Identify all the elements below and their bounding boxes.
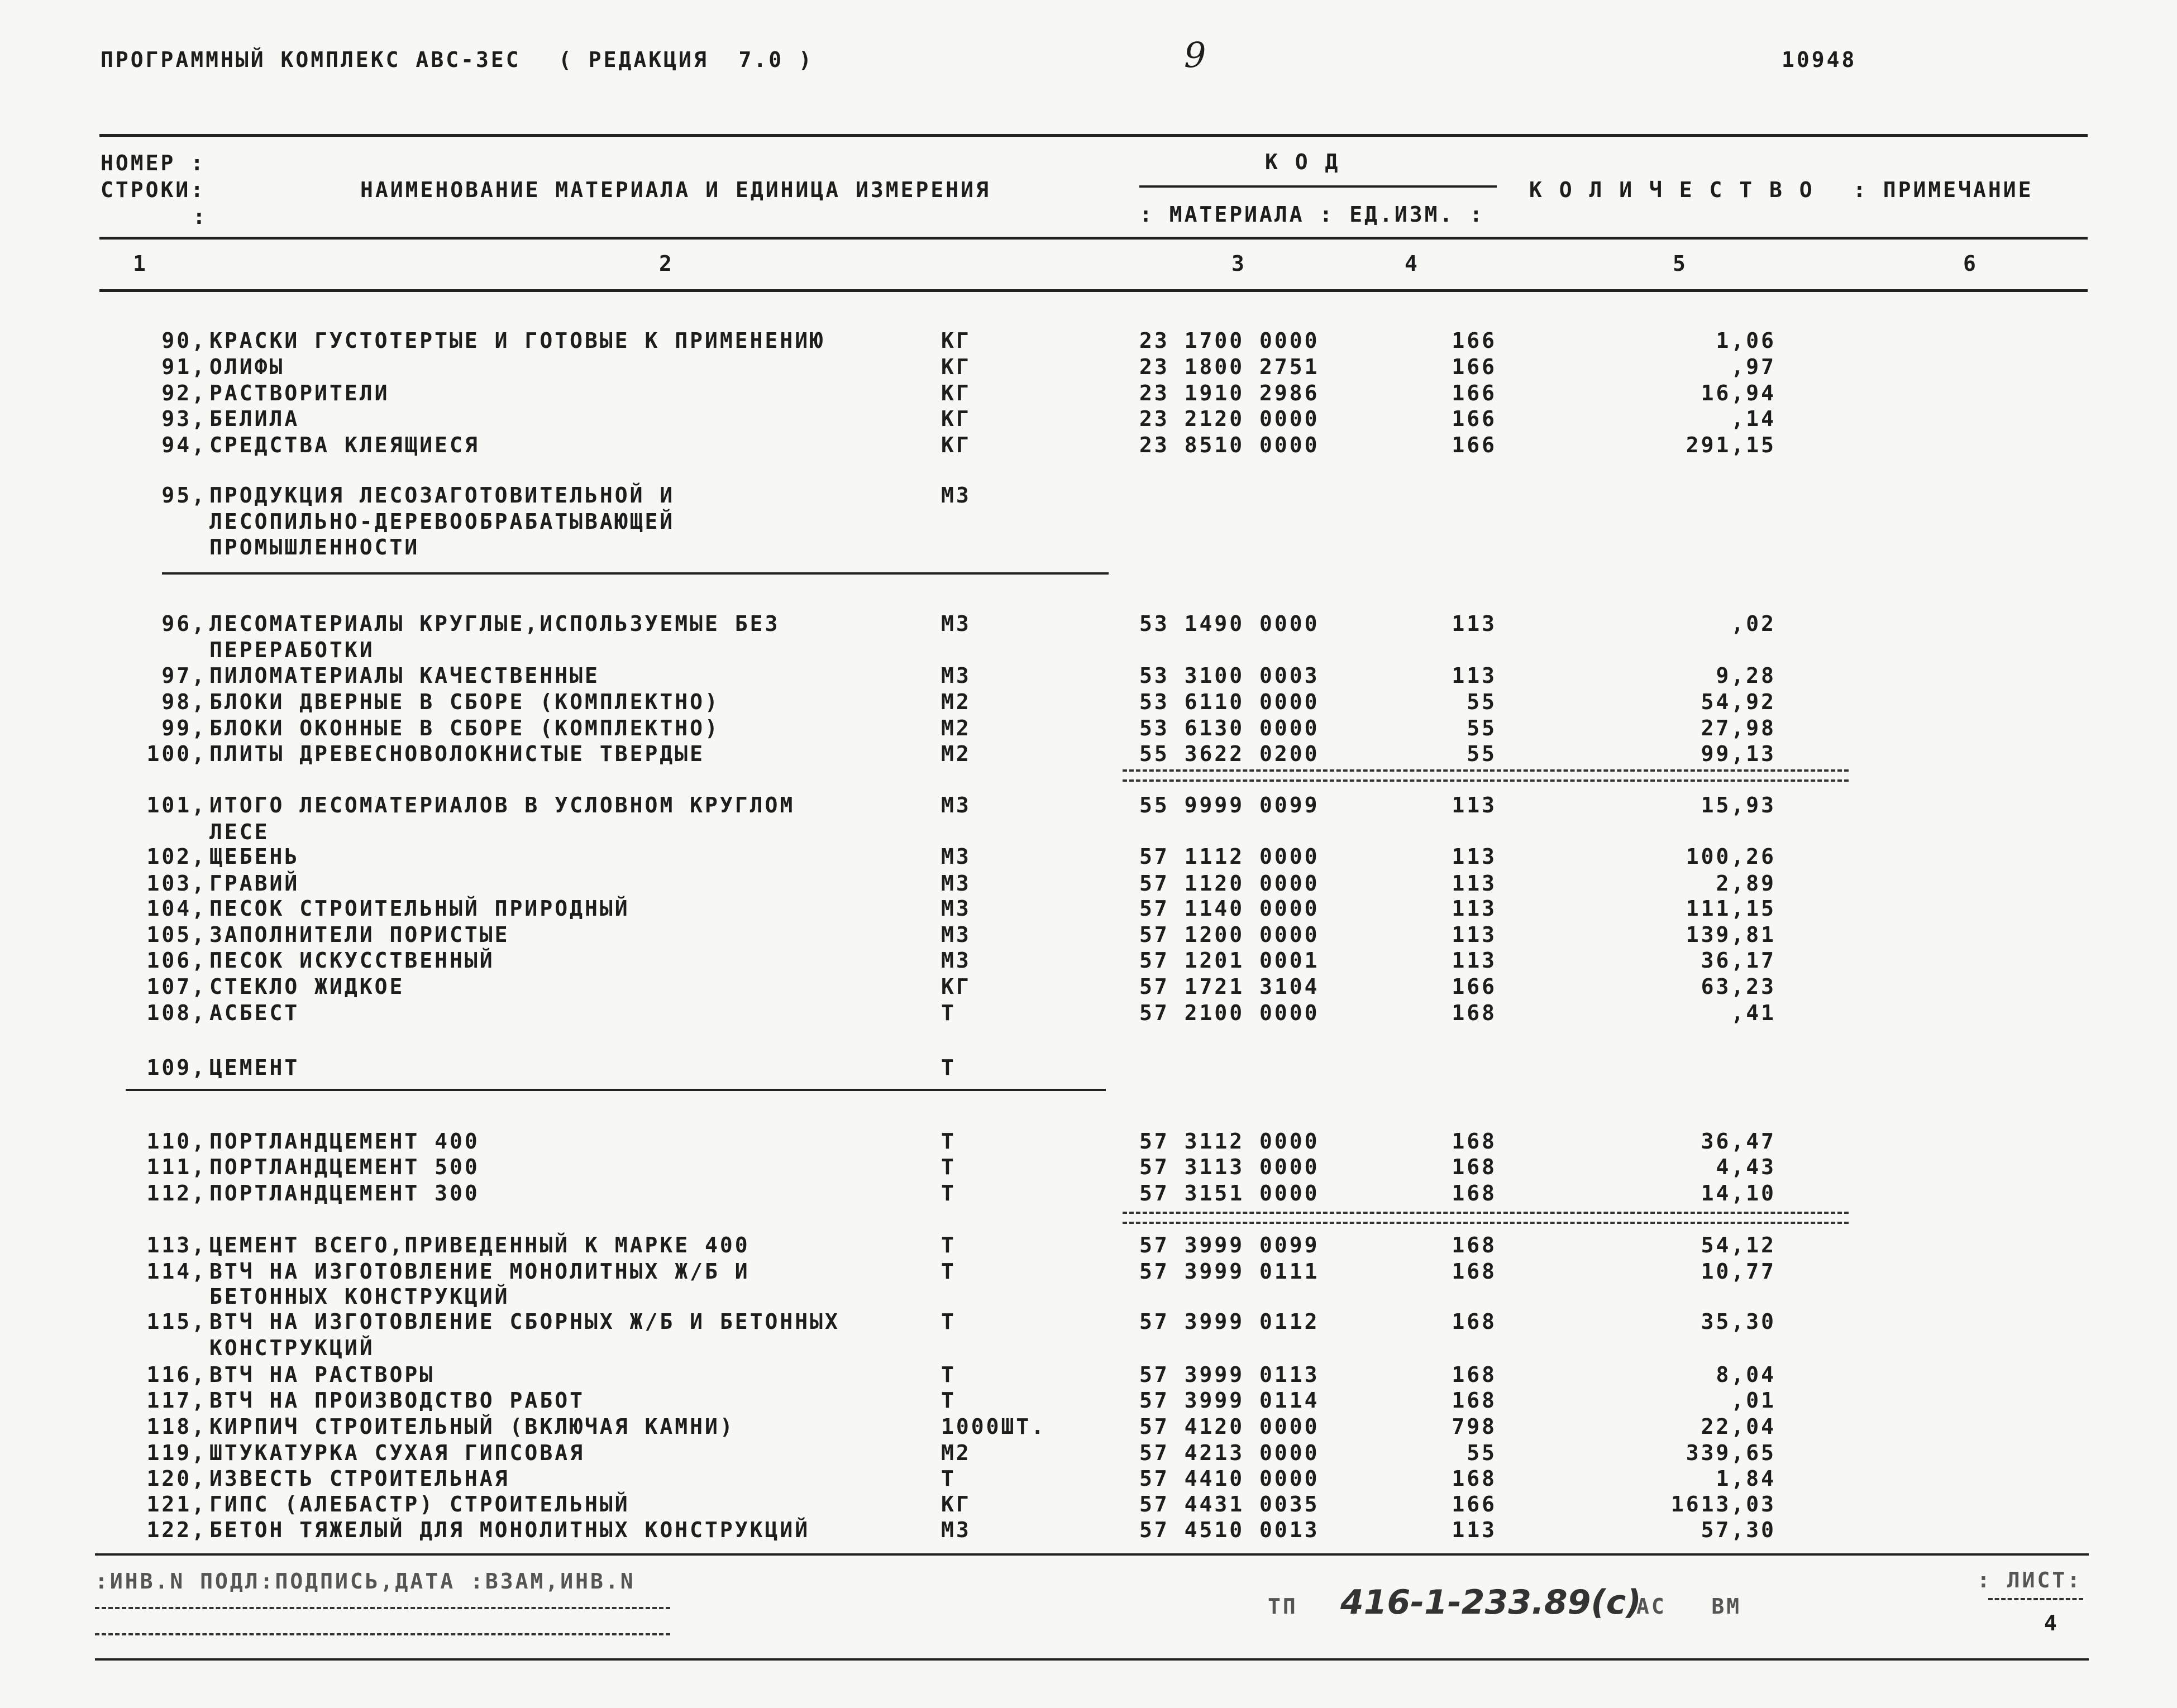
quantity: 291,15 xyxy=(1686,433,1776,457)
col-number-2: 2 xyxy=(659,251,674,276)
material-code: 23 1700 0000 xyxy=(1139,328,1320,353)
quantity: 4,43 xyxy=(1716,1155,1776,1179)
col-number-6: 6 xyxy=(1963,251,1978,276)
table-row xyxy=(0,1388,2177,1415)
material-name: ЦЕМЕНТ ВСЕГО,ПРИВЕДЕННЫЙ К МАРКЕ 400 xyxy=(209,1233,750,1257)
row-number: 90, xyxy=(161,328,207,353)
stamp-labels: :ИНВ.N ПОДЛ:ПОДПИСЬ,ДАТА :ВЗАМ,ИНВ.N xyxy=(95,1569,636,1594)
header-mid-rule xyxy=(99,237,2088,240)
row-number: 95, xyxy=(161,483,207,508)
unit-code: 113 xyxy=(1452,896,1497,921)
row-number: 92, xyxy=(161,381,207,405)
unit-code: 113 xyxy=(1452,663,1497,688)
material-name: ИЗВЕСТЬ СТРОИТЕЛЬНАЯ xyxy=(209,1466,510,1491)
unit-code: 113 xyxy=(1452,1518,1497,1542)
quantity: 63,23 xyxy=(1701,974,1776,999)
material-name: БЛОКИ ОКОННЫЕ В СБОРЕ (КОМПЛЕКТНО) xyxy=(209,716,720,740)
material-code: 57 4410 0000 xyxy=(1139,1466,1320,1491)
material-name: ВТЧ НА ПРОИЗВОДСТВО РАБОТ xyxy=(209,1388,585,1413)
table-row xyxy=(0,638,2177,664)
quantity: 8,04 xyxy=(1716,1362,1776,1387)
unit: М3 xyxy=(941,896,971,921)
quantity: 16,94 xyxy=(1701,381,1776,405)
unit-code: 168 xyxy=(1452,1466,1497,1491)
tp-prefix: ТП xyxy=(1268,1594,1298,1619)
row-number: 111, xyxy=(146,1155,207,1179)
table-row xyxy=(0,948,2177,975)
unit: Т xyxy=(941,1259,956,1284)
material-name: ШТУКАТУРКА СУХАЯ ГИПСОВАЯ xyxy=(209,1441,585,1465)
material-code: 23 8510 0000 xyxy=(1139,433,1320,457)
table-row xyxy=(0,1155,2177,1181)
table-row xyxy=(0,716,2177,743)
unit: М3 xyxy=(941,844,971,869)
material-name: БЕТОННЫХ КОНСТРУКЦИЙ xyxy=(209,1284,510,1309)
unit-code: 168 xyxy=(1452,1129,1497,1154)
unit-code: 55 xyxy=(1467,716,1497,740)
table-row xyxy=(0,922,2177,949)
table-row xyxy=(0,1309,2177,1336)
quantity: 10,77 xyxy=(1701,1259,1776,1284)
unit-code: 798 xyxy=(1452,1414,1497,1439)
material-name: ЩЕБЕНЬ xyxy=(209,844,300,869)
quantity: 57,30 xyxy=(1701,1518,1776,1542)
unit-code: 166 xyxy=(1452,974,1497,999)
document-number: 10948 xyxy=(1782,47,1857,72)
table-row xyxy=(0,1181,2177,1208)
row-number: 116, xyxy=(146,1362,207,1387)
footer-top-rule xyxy=(95,1553,2089,1556)
quantity: ,01 xyxy=(1731,1388,1776,1413)
table-row xyxy=(0,793,2177,820)
unit-code: 113 xyxy=(1452,922,1497,947)
unit-code: 55 xyxy=(1467,741,1497,766)
table-row xyxy=(0,509,2177,536)
row-number: 104, xyxy=(146,896,207,921)
total-rule-113 xyxy=(1123,1212,1849,1224)
material-code: 57 1112 0000 xyxy=(1139,844,1320,869)
quantity: 35,30 xyxy=(1701,1309,1776,1334)
material-code: 57 3999 0112 xyxy=(1139,1309,1320,1334)
unit: КГ xyxy=(941,381,971,405)
header-top-rule xyxy=(99,134,2088,137)
material-code: 57 2100 0000 xyxy=(1139,1001,1320,1025)
material-code: 57 3999 0111 xyxy=(1139,1259,1320,1284)
unit: КГ xyxy=(941,355,971,379)
unit: Т xyxy=(941,1466,956,1491)
table-row xyxy=(0,483,2177,510)
material-name: ИТОГО ЛЕСОМАТЕРИАЛОВ В УСЛОВНОМ КРУГЛОМ xyxy=(209,793,795,817)
unit: Т xyxy=(941,1388,956,1413)
material-code: 57 4120 0000 xyxy=(1139,1414,1320,1439)
material-name: ПЕСОК СТРОИТЕЛЬНЫЙ ПРИРОДНЫЙ xyxy=(209,896,630,921)
material-name: ВТЧ НА ИЗГОТОВЛЕНИЕ СБОРНЫХ Ж/Б И БЕТОННЫХ xyxy=(209,1309,840,1334)
unit: КГ xyxy=(941,974,971,999)
row-number: 106, xyxy=(146,948,207,973)
quantity: 36,47 xyxy=(1701,1129,1776,1154)
row-number: 115, xyxy=(146,1309,207,1334)
row-number: 122, xyxy=(146,1518,207,1542)
material-name: ЛЕСЕ xyxy=(209,820,270,844)
table-row xyxy=(0,974,2177,1001)
quantity: ,14 xyxy=(1731,406,1776,431)
unit: М2 xyxy=(941,716,971,740)
quantity: 2,89 xyxy=(1716,871,1776,896)
material-name: БЕТОН ТЯЖЕЛЫЙ ДЛЯ МОНОЛИТНЫХ КОНСТРУКЦИЙ xyxy=(209,1518,810,1542)
stamp-rule xyxy=(95,1607,670,1609)
unit: 1000ШТ. xyxy=(941,1414,1047,1439)
material-code: 53 6130 0000 xyxy=(1139,716,1320,740)
unit-code: 113 xyxy=(1452,844,1497,869)
unit-code: 166 xyxy=(1452,355,1497,379)
unit: М3 xyxy=(941,922,971,947)
unit-code: 113 xyxy=(1452,948,1497,973)
unit: КГ xyxy=(941,328,971,353)
material-name: ПОРТЛАНДЦЕМЕНТ 500 xyxy=(209,1155,480,1179)
material-code: 57 3112 0000 xyxy=(1139,1129,1320,1154)
unit-code: 113 xyxy=(1452,871,1497,896)
quantity: 1,06 xyxy=(1716,328,1776,353)
stamp-bottom-rule xyxy=(95,1633,670,1635)
col-number-1: 1 xyxy=(133,251,148,276)
quantity-header: К О Л И Ч Е С Т В О xyxy=(1529,178,1815,202)
unit: КГ xyxy=(941,433,971,457)
unit: Т xyxy=(941,1155,956,1179)
quantity: 1,84 xyxy=(1716,1466,1776,1491)
table-row xyxy=(0,741,2177,768)
row-number: 118, xyxy=(146,1414,207,1439)
table-row xyxy=(0,820,2177,846)
row-number: 102, xyxy=(146,844,207,869)
unit-code: 168 xyxy=(1452,1233,1497,1257)
material-name: ЛЕСОМАТЕРИАЛЫ КРУГЛЫЕ,ИСПОЛЬЗУЕМЫЕ БЕЗ xyxy=(209,611,780,636)
material-name: ВТЧ НА ИЗГОТОВЛЕНИЕ МОНОЛИТНЫХ Ж/Б И xyxy=(209,1259,750,1284)
unit-code: 168 xyxy=(1452,1309,1497,1334)
row-number: 117, xyxy=(146,1388,207,1413)
material-code: 57 1721 3104 xyxy=(1139,974,1320,999)
unit-code: 166 xyxy=(1452,1492,1497,1516)
material-code: 57 4213 0000 xyxy=(1139,1441,1320,1465)
quantity: 14,10 xyxy=(1701,1181,1776,1205)
material-code: 55 3622 0200 xyxy=(1139,741,1320,766)
quantity: ,41 xyxy=(1731,1001,1776,1025)
quantity: 1613,03 xyxy=(1670,1492,1776,1516)
material-code: 53 6110 0000 xyxy=(1139,690,1320,714)
unit: М3 xyxy=(941,871,971,896)
table-row xyxy=(0,896,2177,923)
table-row xyxy=(0,663,2177,690)
note-header: : ПРИМЕЧАНИЕ xyxy=(1853,178,2033,202)
quantity: 27,98 xyxy=(1701,716,1776,740)
unit: Т xyxy=(941,1309,956,1334)
unit: Т xyxy=(941,1233,956,1257)
material-name: ПЛИТЫ ДРЕВЕСНОВОЛОКНИСТЫЕ ТВЕРДЫЕ xyxy=(209,741,705,766)
material-name: ГРАВИЙ xyxy=(209,871,300,896)
code-divider xyxy=(1139,185,1497,188)
table-row xyxy=(0,433,2177,460)
material-name: БЛОКИ ДВЕРНЫЕ В СБОРЕ (КОМПЛЕКТНО) xyxy=(209,690,720,714)
unit-code: 166 xyxy=(1452,328,1497,353)
material-code: 57 1200 0000 xyxy=(1139,922,1320,947)
material-name: ПЕСОК ИСКУССТВЕННЫЙ xyxy=(209,948,495,973)
unit-code: 168 xyxy=(1452,1388,1497,1413)
row-number: 101, xyxy=(146,793,207,817)
row-number: 97, xyxy=(161,663,207,688)
material-code: 23 1910 2986 xyxy=(1139,381,1320,405)
table-row xyxy=(0,611,2177,638)
material-name: СРЕДСТВА КЛЕЯЩИЕСЯ xyxy=(209,433,480,457)
quantity: 99,13 xyxy=(1701,741,1776,766)
program-title: ПРОГРАММНЫЙ КОМПЛЕКС АВС-3ЕС xyxy=(101,47,521,72)
quantity: 111,15 xyxy=(1686,896,1776,921)
quantity: ,02 xyxy=(1731,611,1776,636)
table-row xyxy=(0,328,2177,355)
unit: Т xyxy=(941,1129,956,1154)
table-row xyxy=(0,1441,2177,1467)
material-code: 57 3999 0113 xyxy=(1139,1362,1320,1387)
material-name: ЛЕСОПИЛЬНО-ДЕРЕВООБРАБАТЫВАЮЩЕЙ xyxy=(209,509,675,534)
header-bottom-rule xyxy=(99,289,2088,292)
table-row xyxy=(0,1259,2177,1286)
material-code: 57 4431 0035 xyxy=(1139,1492,1320,1516)
code-subheader: : МАТЕРИАЛА : ЕД.ИЗМ. : xyxy=(1139,202,1485,227)
tp-suffix: АС ВМ xyxy=(1636,1594,1742,1619)
material-name: ПРОДУКЦИЯ ЛЕСОЗАГОТОВИТЕЛЬНОЙ И xyxy=(209,483,675,508)
unit-code: 113 xyxy=(1452,793,1497,817)
quantity: 54,12 xyxy=(1701,1233,1776,1257)
unit-code: 55 xyxy=(1467,690,1497,714)
quantity: 339,65 xyxy=(1686,1441,1776,1465)
material-name: ПОРТЛАНДЦЕМЕНТ 400 xyxy=(209,1129,480,1154)
table-row xyxy=(0,535,2177,562)
material-name: ВТЧ НА РАСТВОРЫ xyxy=(209,1362,435,1387)
table-row xyxy=(0,1055,2177,1082)
row-number: 98, xyxy=(161,690,207,714)
material-name: ОЛИФЫ xyxy=(209,355,285,379)
unit: М2 xyxy=(941,690,971,714)
row-number: 109, xyxy=(146,1055,207,1080)
material-code: 55 9999 0099 xyxy=(1139,793,1320,817)
unit: М3 xyxy=(941,1518,971,1542)
unit: М3 xyxy=(941,793,971,817)
material-name: КРАСКИ ГУСТОТЕРТЫЕ И ГОТОВЫЕ К ПРИМЕНЕНИЮ xyxy=(209,328,825,353)
unit: Т xyxy=(941,1055,956,1080)
row-number: 121, xyxy=(146,1492,207,1516)
col-number-4: 4 xyxy=(1405,251,1420,276)
row-number: 96, xyxy=(161,611,207,636)
sheet-rule xyxy=(1988,1598,2083,1600)
unit-code: 168 xyxy=(1452,1155,1497,1179)
row-number: 114, xyxy=(146,1259,207,1284)
row-number: 112, xyxy=(146,1181,207,1205)
unit: М2 xyxy=(941,741,971,766)
row-number: 93, xyxy=(161,406,207,431)
material-code: 23 1800 2751 xyxy=(1139,355,1320,379)
sheet-label: : ЛИСТ: xyxy=(1977,1568,2083,1592)
table-row xyxy=(0,1466,2177,1493)
row-number: 119, xyxy=(146,1441,207,1465)
total-rule-101 xyxy=(1123,769,1849,782)
material-code: 23 2120 0000 xyxy=(1139,406,1320,431)
material-name: ГИПС (АЛЕБАСТР) СТРОИТЕЛЬНЫЙ xyxy=(209,1492,630,1516)
unit-code: 168 xyxy=(1452,1001,1497,1025)
table-row xyxy=(0,844,2177,871)
material-name: АСБЕСТ xyxy=(209,1001,300,1025)
quantity: 54,92 xyxy=(1701,690,1776,714)
page-mark: 9 xyxy=(1184,35,1206,75)
table-row xyxy=(0,355,2177,381)
unit: КГ xyxy=(941,406,971,431)
col-number-3: 3 xyxy=(1231,251,1247,276)
unit: Т xyxy=(941,1362,956,1387)
unit-code: 168 xyxy=(1452,1259,1497,1284)
unit-code: 166 xyxy=(1452,406,1497,431)
unit: Т xyxy=(941,1181,956,1205)
quantity: 139,81 xyxy=(1686,922,1776,947)
table-row xyxy=(0,381,2177,408)
quantity: ,97 xyxy=(1731,355,1776,379)
table-row xyxy=(0,1001,2177,1027)
quantity: 22,04 xyxy=(1701,1414,1776,1439)
material-code: 57 1120 0000 xyxy=(1139,871,1320,896)
unit: Т xyxy=(941,1001,956,1025)
row-number: 91, xyxy=(161,355,207,379)
table-row xyxy=(0,1518,2177,1544)
material-code: 57 3151 0000 xyxy=(1139,1181,1320,1205)
table-row xyxy=(0,1362,2177,1389)
material-code: 57 1201 0001 xyxy=(1139,948,1320,973)
material-name: ПЕРЕРАБОТКИ xyxy=(209,638,375,662)
quantity: 15,93 xyxy=(1701,793,1776,817)
table-row xyxy=(0,406,2177,433)
unit: КГ xyxy=(941,1492,971,1516)
code-header: К О Д xyxy=(1265,150,1340,174)
material-code: 57 3999 0114 xyxy=(1139,1388,1320,1413)
row-number: 120, xyxy=(146,1466,207,1491)
material-code: 53 3100 0003 xyxy=(1139,663,1320,688)
material-name: БЕЛИЛА xyxy=(209,406,300,431)
table-row xyxy=(0,1284,2177,1311)
unit: М2 xyxy=(941,1441,971,1465)
row-number: 110, xyxy=(146,1129,207,1154)
row-number: 107, xyxy=(146,974,207,999)
sheet-number: 4 xyxy=(2044,1611,2059,1635)
row-number: 108, xyxy=(146,1001,207,1025)
unit-code: 168 xyxy=(1452,1181,1497,1205)
material-code: 57 4510 0013 xyxy=(1139,1518,1320,1542)
table-row xyxy=(0,1129,2177,1156)
row-number: 103, xyxy=(146,871,207,896)
col1-header-line1: НОМЕР : xyxy=(101,151,206,175)
material-name: РАСТВОРИТЕЛИ xyxy=(209,381,390,405)
unit: М3 xyxy=(941,611,971,636)
unit-code: 166 xyxy=(1452,381,1497,405)
material-code: 57 3113 0000 xyxy=(1139,1155,1320,1179)
section-rule-95 xyxy=(162,572,1109,575)
section-rule-109 xyxy=(126,1089,1106,1091)
material-code: 57 1140 0000 xyxy=(1139,896,1320,921)
row-number: 100, xyxy=(146,741,207,766)
material-code: 57 3999 0099 xyxy=(1139,1233,1320,1257)
material-name: ПОРТЛАНДЦЕМЕНТ 300 xyxy=(209,1181,480,1205)
unit-code: 55 xyxy=(1467,1441,1497,1465)
table-row xyxy=(0,1336,2177,1362)
table-row xyxy=(0,1492,2177,1519)
row-number: 94, xyxy=(161,433,207,457)
material-name: КОНСТРУКЦИЙ xyxy=(209,1336,375,1360)
unit: М3 xyxy=(941,948,971,973)
row-number: 105, xyxy=(146,922,207,947)
quantity: 100,26 xyxy=(1686,844,1776,869)
row-number: 113, xyxy=(146,1233,207,1257)
row-number: 99, xyxy=(161,716,207,740)
footer-bottom-rule xyxy=(95,1658,2089,1661)
col1-header-line2: СТРОКИ: xyxy=(101,178,206,202)
edition-label: ( РЕДАКЦИЯ 7.0 ) xyxy=(558,47,814,72)
material-name: СТЕКЛО ЖИДКОЕ xyxy=(209,974,405,999)
quantity: 36,17 xyxy=(1701,948,1776,973)
material-name: ПИЛОМАТЕРИАЛЫ КАЧЕСТВЕННЫЕ xyxy=(209,663,600,688)
table-row xyxy=(0,1233,2177,1260)
table-row xyxy=(0,871,2177,898)
material-name: КИРПИЧ СТРОИТЕЛЬНЫЙ (ВКЛЮЧАЯ КАМНИ) xyxy=(209,1414,735,1439)
col2-header: НАИМЕНОВАНИЕ МАТЕРИАЛА И ЕДИНИЦА ИЗМЕРЕНИЯ xyxy=(360,178,991,202)
material-code: 53 1490 0000 xyxy=(1139,611,1320,636)
table-row xyxy=(0,690,2177,716)
material-name: ЗАПОЛНИТЕЛИ ПОРИСТЫЕ xyxy=(209,922,510,947)
material-name: ПРОМЫШЛЕННОСТИ xyxy=(209,535,420,559)
table-row xyxy=(0,1414,2177,1441)
unit-code: 168 xyxy=(1452,1362,1497,1387)
unit-code: 113 xyxy=(1452,611,1497,636)
unit: М3 xyxy=(941,663,971,688)
col1-header-line3: : xyxy=(193,204,208,229)
unit-code: 166 xyxy=(1452,433,1497,457)
col-number-5: 5 xyxy=(1673,251,1688,276)
quantity: 9,28 xyxy=(1716,663,1776,688)
unit: М3 xyxy=(941,483,971,508)
material-name: ЦЕМЕНТ xyxy=(209,1055,300,1080)
tp-code: 416-1-233.89(с) xyxy=(1340,1583,1641,1622)
